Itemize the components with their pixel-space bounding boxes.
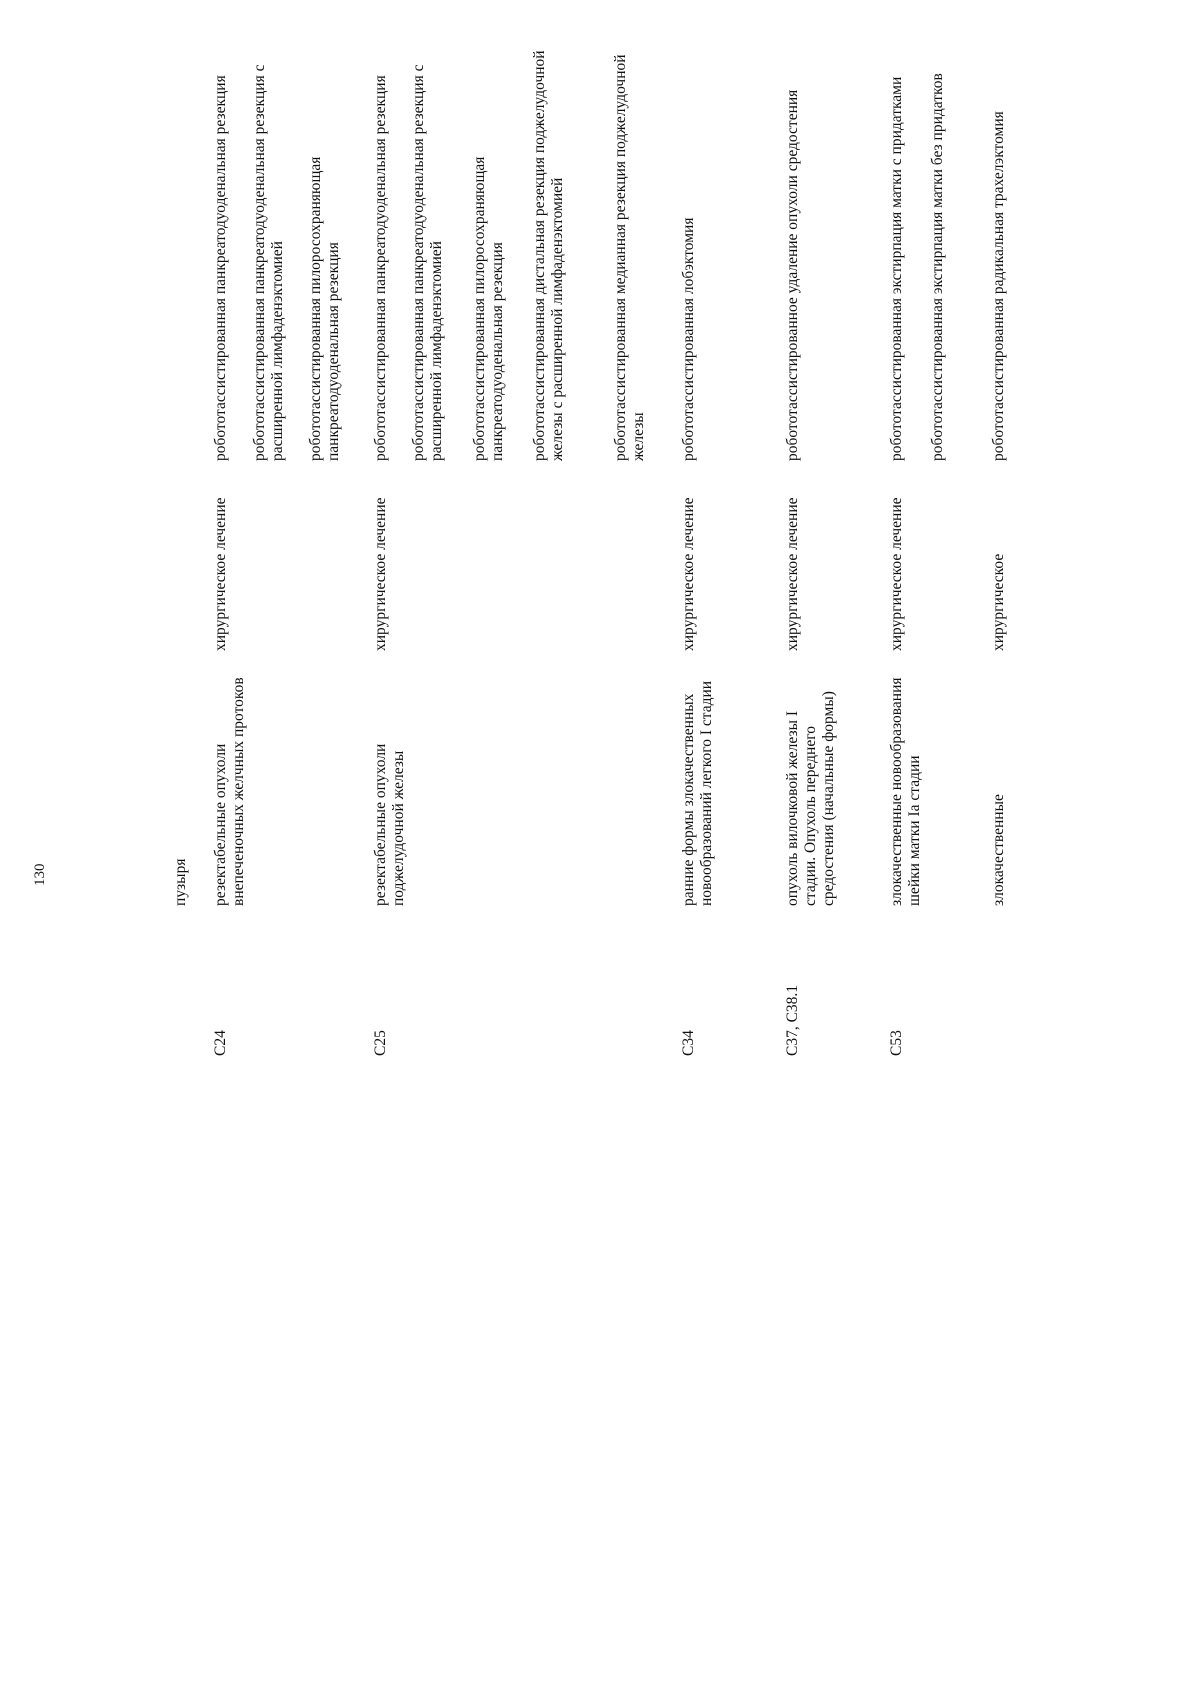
table-row-2-method-3: робототассистированная дистальная резекция поджелудочной железы с расширенной лимфаденэктомией <box>531 50 566 461</box>
table-row-5-diagnosis: злокачественные новообразования шейки матки Ia стадии <box>888 677 923 906</box>
table-row-5-method-1: робототассистированная экстирпация матки без придатков <box>929 73 946 461</box>
table-row-2-method-4: робототассистированная медианная резекция поджелудочной железы <box>612 54 647 461</box>
table-row-2-diagnosis: резектабельные опухоли поджелудочной железы <box>372 743 407 906</box>
table-row-5-code: C53 <box>888 1030 905 1056</box>
table-row-1-diagnosis: резектабельные опухоли внепеченочных желчных протоков <box>212 677 247 906</box>
table-row-1-method-2: робототассистированная пилоросохраняющая панкреатодуоденальная резекция <box>307 156 342 461</box>
table-row-2-code: C25 <box>372 1030 389 1056</box>
table-row-4-kind: хирургическое лечение <box>784 497 801 651</box>
table-row-2-method-1: робототассистированная панкреатодуоденальная резекция с расширенной лимфаденэктомией <box>410 64 445 461</box>
table-row-2-method-2: робототассистированная пилоросохраняющая панкреатодуоденальная резекция <box>471 156 506 461</box>
table-row-2-method-0: робототассистированная панкреатодуоденальная резекция <box>372 75 389 461</box>
table-row-3-diagnosis: ранние формы злокачественных новообразований легкого I стадии <box>680 680 715 906</box>
table-row-1-kind: хирургическое лечение <box>212 497 229 651</box>
page-number: 130 <box>32 863 48 886</box>
table-row-4-diagnosis: опухоль вилочковой железы I стадии. Опухоль переднего средостения (начальные формы) <box>784 691 837 906</box>
table-row-2-kind: хирургическое лечение <box>372 497 389 651</box>
table-row-0-diagnosis: пузыря <box>172 858 189 906</box>
table-row-5-kind: хирургическое лечение <box>888 497 905 651</box>
table-row-6-diagnosis: злокачественные <box>990 794 1007 906</box>
table-row-6-method-0: робототассистированная радикальная трахелэктомия <box>990 111 1007 461</box>
table-row-1-method-1: робототассистированная панкреатодуоденальная резекция с расширенной лимфаденэктомией <box>251 64 286 461</box>
table-row-4-code: C37, C38.1 <box>784 984 801 1056</box>
table-row-6-kind: хирургическое <box>990 553 1007 651</box>
table-row-4-method-0: робототассистированное удаление опухоли средостения <box>784 89 801 461</box>
table-row-5-method-0: робототассистированная экстирпация матки с придатками <box>888 76 905 461</box>
table-row-1-method-0: робототассистированная панкреатодуоденальная резекция <box>212 75 229 461</box>
table-row-3-kind: хирургическое лечение <box>680 497 697 651</box>
table-row-3-code: C34 <box>680 1030 697 1056</box>
table-row-3-method-0: робототассистированная лобэктомия <box>680 217 697 461</box>
table-row-1-code: C24 <box>212 1030 229 1056</box>
